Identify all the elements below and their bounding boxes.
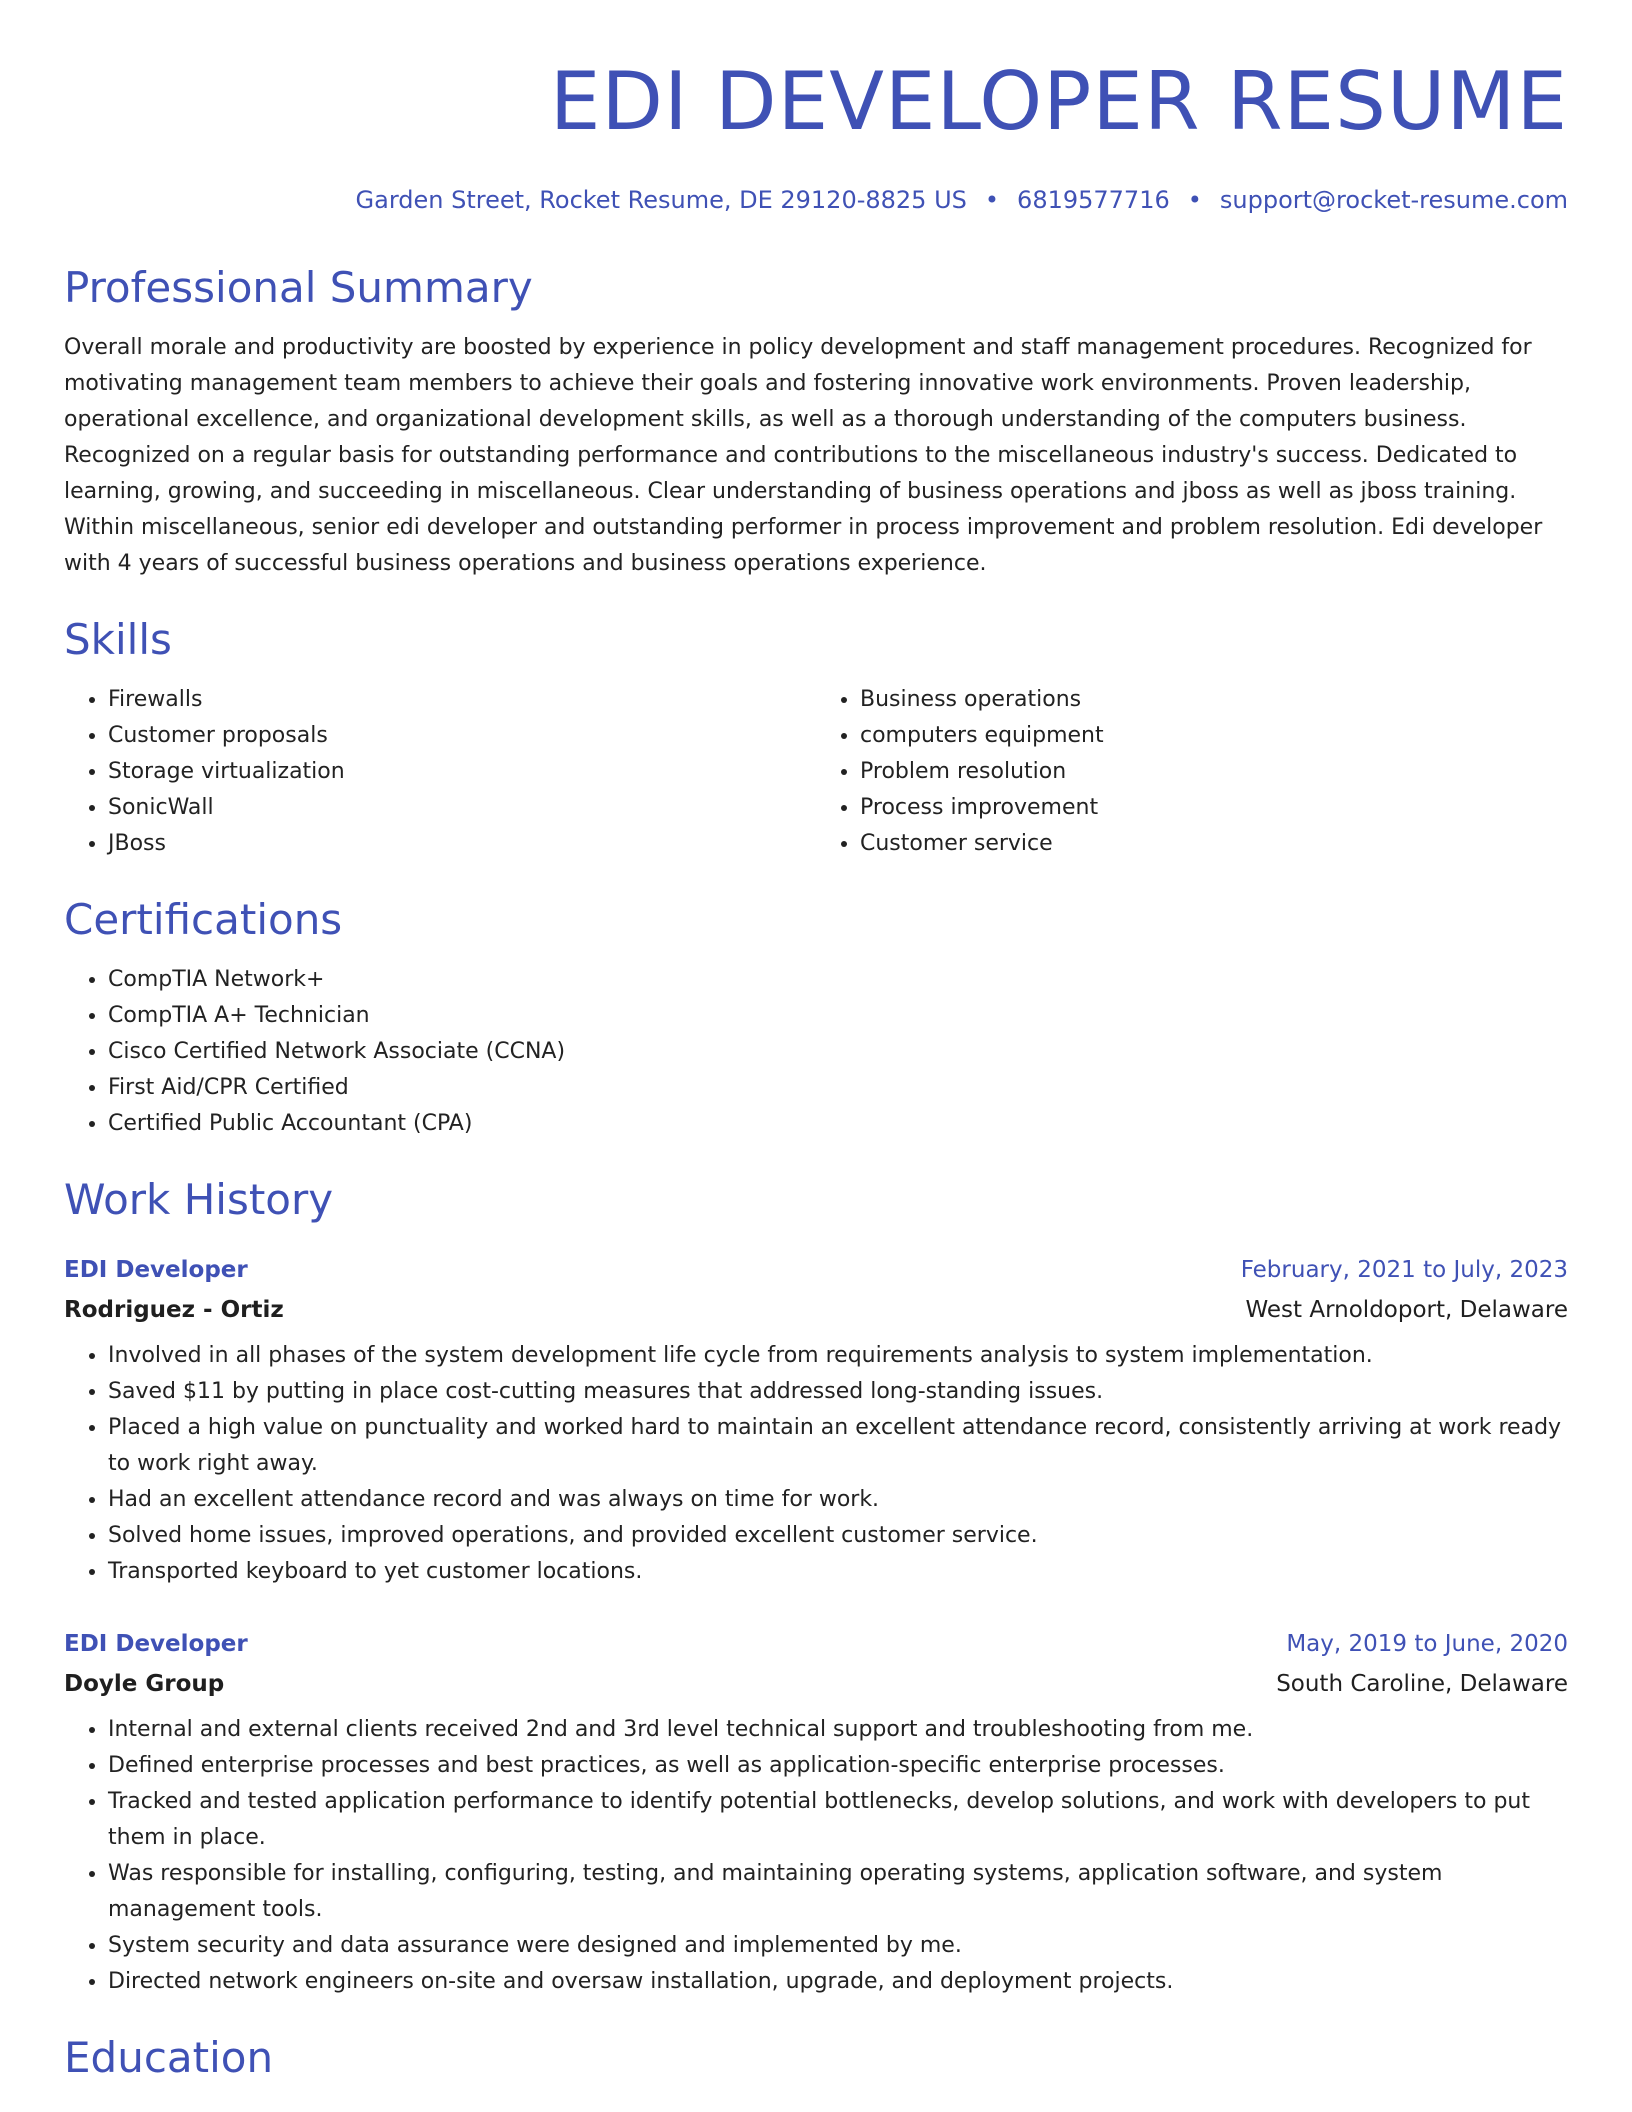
certification-item: • CompTIA A+ Technician — [108, 998, 1568, 1034]
job-bullet: • Solved home issues, improved operations, and provided excellent customer service. — [108, 1518, 1568, 1554]
skill-item: • Customer proposals — [108, 718, 816, 754]
skill-item: • SonicWall — [108, 790, 816, 826]
skills-list-left — [64, 682, 816, 862]
job-title: EDI Developer — [64, 1257, 248, 1283]
certification-item: • Certified Public Accountant (CPA) — [108, 1106, 1568, 1142]
certification-item: • Cisco Certified Network Associate (CCNA) — [108, 1034, 1568, 1070]
skills-list-right — [816, 682, 1568, 862]
skill-item: • Customer service — [860, 826, 1568, 862]
job-bullet: • Had an excellent attendance record and was always on time for work. — [108, 1482, 1568, 1518]
job-company-row — [64, 1664, 1568, 1704]
contact-phone: 6819577716 — [1017, 186, 1170, 214]
work-history-heading: Work History — [64, 1175, 334, 1224]
resume-header — [64, 0, 1568, 216]
resume-title: EDI DEVELOPER RESUME — [549, 55, 1568, 148]
education-heading: Education — [64, 2033, 274, 2082]
job-bullet: • Defined enterprise processes and best practices, as well as application-specific enterprise processes. — [108, 1748, 1568, 1784]
skills-heading: Skills — [64, 615, 172, 664]
contact-line — [64, 184, 1568, 216]
contact-address: Garden Street, Rocket Resume, DE 29120-8825 US — [355, 186, 967, 214]
job-entry — [64, 1250, 1568, 1590]
certifications-list — [64, 962, 1568, 1142]
job-company: Doyle Group — [64, 1671, 225, 1697]
summary-text: Overall morale and productivity are boosted by experience in policy development and staff management procedures. Recognized for motivating management team members to achieve their goals and fostering innovative work environments. Proven leadership, operational excellence, and organizational development skills, as well as a thorough understanding of the computers business. Recognized on a regular basis for outstanding performance and contributions to the miscellaneous industry's success. Dedicated to learning, growing, and succeeding in miscellaneous. Clear understanding of business operations and jboss as well as jboss training. Within miscellaneous, senior edi developer and outstanding performer in process improvement and problem resolution. Edi developer with 4 years of successful business operations and business operations experience. — [64, 335, 1543, 576]
job-bullet: • Internal and external clients received 2nd and 3rd level technical support and troubleshooting from me. — [108, 1712, 1568, 1748]
summary-heading: Professional Summary — [64, 263, 533, 312]
job-bullet: • Involved in all phases of the system development life cycle from requirements analysis to system implementation. — [108, 1338, 1568, 1374]
skill-item: • Firewalls — [108, 682, 816, 718]
certification-item: • First Aid/CPR Certified — [108, 1070, 1568, 1106]
contact-separator: • — [1187, 186, 1202, 214]
contact-email: support@rocket-resume.com — [1219, 186, 1568, 214]
contact-separator: • — [984, 186, 1000, 214]
job-bullet: • Transported keyboard to yet customer locations. — [108, 1554, 1568, 1590]
job-bullets — [64, 1712, 1568, 2000]
job-company-row — [64, 1290, 1568, 1330]
job-bullets — [64, 1338, 1568, 1590]
job-dates: February, 2021 to July, 2023 — [1240, 1257, 1568, 1283]
job-bullet: • Tracked and tested application performance to identify potential bottlenecks, develop solutions, and work with developers to put them in place. — [108, 1784, 1568, 1856]
skills-section — [64, 612, 1568, 862]
skill-item: • computers equipment — [860, 718, 1568, 754]
job-entry — [64, 1624, 1568, 2000]
job-bullet: • Directed network engineers on-site and oversaw installation, upgrade, and deployment projects. — [108, 1964, 1568, 2000]
job-title: EDI Developer — [64, 1631, 248, 1657]
skill-item: • Storage virtualization — [108, 754, 816, 790]
certification-item: • CompTIA Network+ — [108, 962, 1568, 998]
skill-item: • JBoss — [108, 826, 816, 862]
certifications-section — [64, 892, 1568, 1142]
work-history-section — [64, 1172, 1568, 2000]
job-dates: May, 2019 to June, 2020 — [1286, 1631, 1568, 1657]
job-bullet: • Saved $11 by putting in place cost-cutting measures that addressed long-standing issues. — [108, 1374, 1568, 1410]
job-location: West Arnoldoport, Delaware — [1245, 1297, 1568, 1323]
job-title-row — [64, 1624, 1568, 1664]
certifications-heading: Certifications — [64, 895, 343, 944]
job-bullet: • Was responsible for installing, configuring, testing, and maintaining operating systems, application software, and system management tools. — [108, 1856, 1568, 1928]
job-bullet: • Placed a high value on punctuality and worked hard to maintain an excellent attendance record, consistently arriving at work ready to work right away. — [108, 1410, 1568, 1482]
skill-item: • Problem resolution — [860, 754, 1568, 790]
job-title-row — [64, 1250, 1568, 1290]
skills-columns — [64, 682, 1568, 862]
skill-item: • Business operations — [860, 682, 1568, 718]
education-section — [64, 2030, 1568, 2086]
summary-section — [64, 260, 1568, 582]
job-bullet: • System security and data assurance were designed and implemented by me. — [108, 1928, 1568, 1964]
job-location: South Caroline, Delaware — [1276, 1671, 1568, 1697]
job-company: Rodriguez - Ortiz — [64, 1297, 284, 1323]
skill-item: • Process improvement — [860, 790, 1568, 826]
